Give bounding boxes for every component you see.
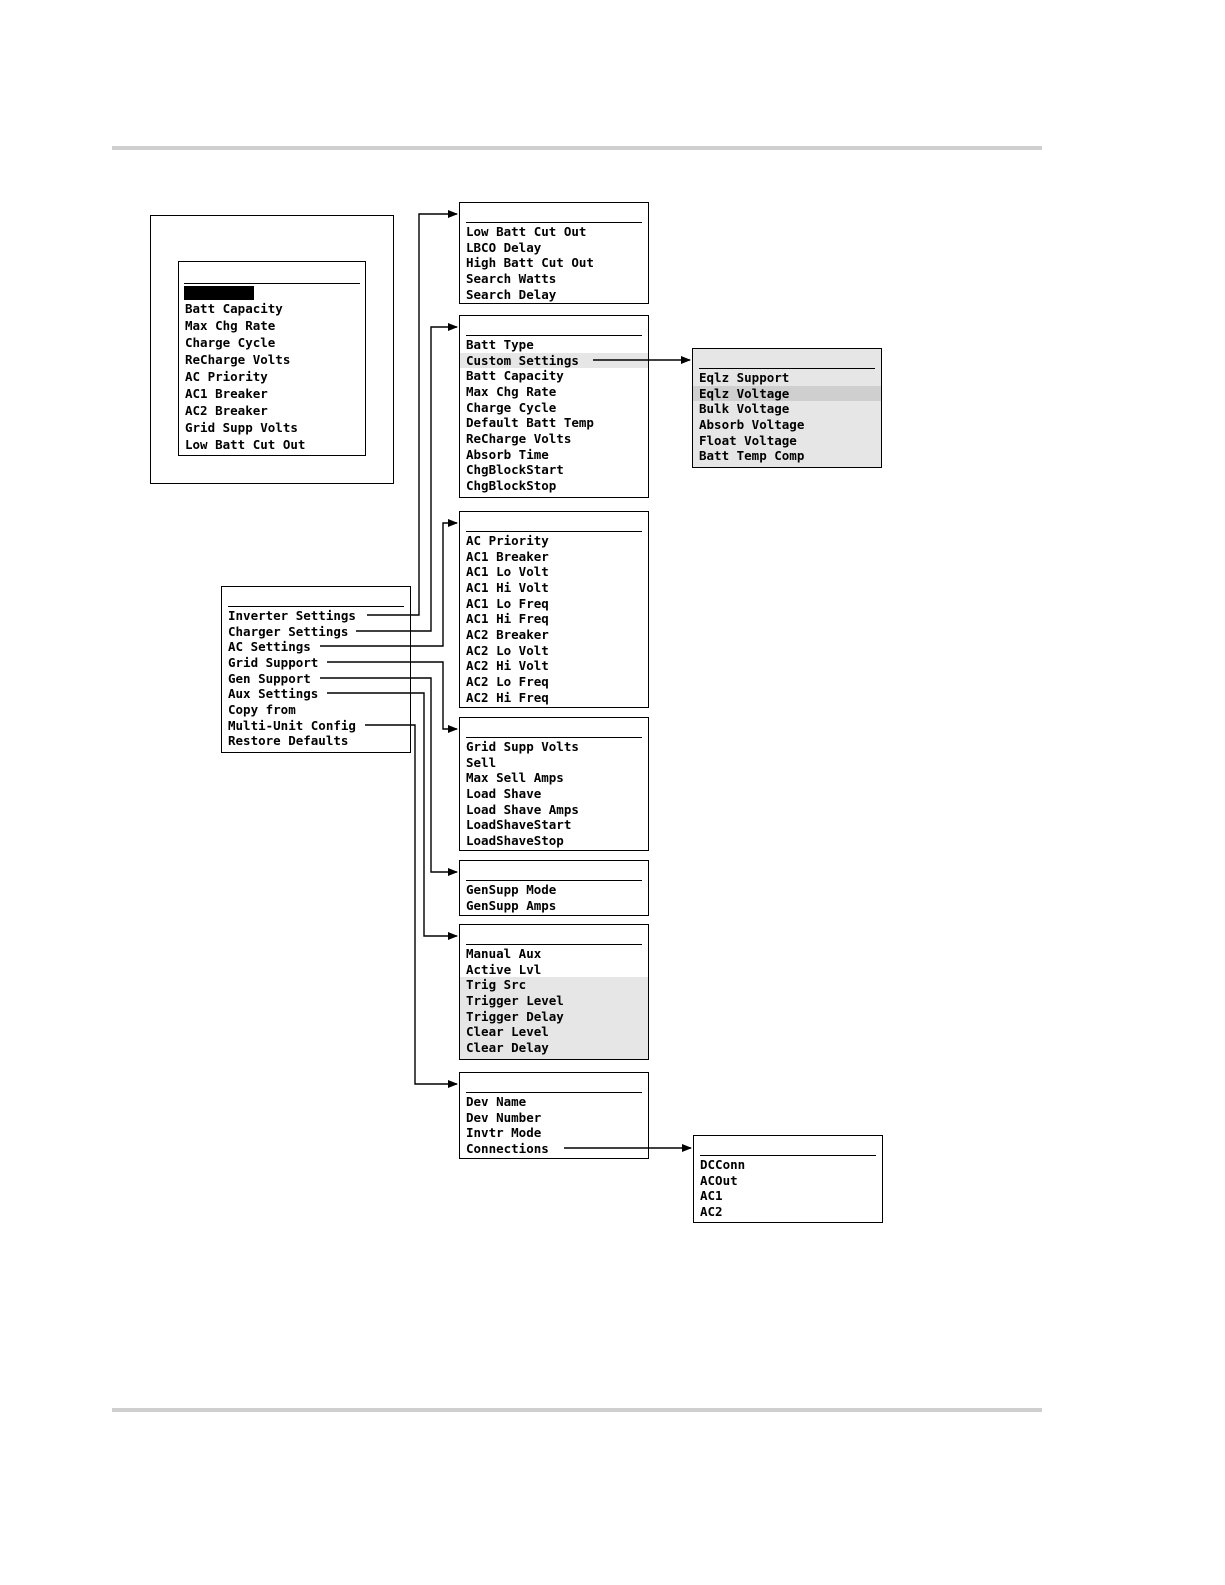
main-item-gen-support[interactable]: Gen Support (228, 671, 311, 686)
custom-item-absorb-voltage[interactable]: Absorb Voltage (699, 417, 805, 432)
charger-item-default-batt-temp[interactable]: Default Batt Temp (466, 415, 594, 430)
ac-item-ac1-lo-volt[interactable]: AC1 Lo Volt (466, 564, 549, 579)
connections-item-ac1[interactable]: AC1 (700, 1188, 723, 1203)
charger-item-chgblockstop[interactable]: ChgBlockStop (466, 478, 557, 493)
main-item-inverter-settings[interactable]: Inverter Settings (228, 608, 356, 623)
charger-item-charge-cycle[interactable]: Charge Cycle (466, 400, 557, 415)
multi-item-invtr-mode[interactable]: Invtr Mode (466, 1125, 542, 1140)
aux-item-trig-src[interactable]: Trig Src (466, 977, 527, 992)
gen-item-gensupp-mode[interactable]: GenSupp Mode (466, 882, 557, 897)
custom-item-bulk-voltage[interactable]: Bulk Voltage (699, 401, 790, 416)
arrow-ac-settings (320, 523, 457, 646)
preview-item-charge-cycle: Charge Cycle (185, 335, 276, 350)
multi-item-dev-name[interactable]: Dev Name (466, 1094, 527, 1109)
inverter-item-search-delay[interactable]: Search Delay (466, 287, 557, 302)
main-item-grid-support[interactable]: Grid Support (228, 655, 319, 670)
custom-item-eqlz-support[interactable]: Eqlz Support (699, 370, 790, 385)
charger-item-max-chg-rate[interactable]: Max Chg Rate (466, 384, 557, 399)
ac-item-ac2-hi-volt[interactable]: AC2 Hi Volt (466, 658, 549, 673)
grid-item-grid-supp-volts[interactable]: Grid Supp Volts (466, 739, 579, 754)
ac-item-ac-priority[interactable]: AC Priority (466, 533, 549, 548)
multi-item-connections[interactable]: Connections (466, 1141, 549, 1156)
grid-item-loadshavestart[interactable]: LoadShaveStart (466, 817, 572, 832)
preview-item-recharge-volts: ReCharge Volts (185, 352, 291, 367)
inverter-item-search-watts[interactable]: Search Watts (466, 271, 557, 286)
charger-item-absorb-time[interactable]: Absorb Time (466, 447, 549, 462)
inverter-item-lbco-delay[interactable]: LBCO Delay (466, 240, 542, 255)
main-item-ac-settings[interactable]: AC Settings (228, 639, 311, 654)
charger-item-batt-type[interactable]: Batt Type (466, 337, 534, 352)
charger-item-chgblockstart[interactable]: ChgBlockStart (466, 462, 564, 477)
preview-item-max-chg-rate: Max Chg Rate (185, 318, 276, 333)
custom-item-float-voltage[interactable]: Float Voltage (699, 433, 797, 448)
charger-item-custom-settings[interactable]: Custom Settings (466, 353, 579, 368)
grid-item-max-sell-amps[interactable]: Max Sell Amps (466, 770, 564, 785)
gen-item-gensupp-amps[interactable]: GenSupp Amps (466, 898, 557, 913)
arrow-aux-settings (327, 693, 457, 936)
custom-item-batt-temp-comp[interactable]: Batt Temp Comp (699, 448, 805, 463)
inverter-item-low-batt-cut-out[interactable]: Low Batt Cut Out (466, 224, 587, 239)
ac-item-ac1-lo-freq[interactable]: AC1 Lo Freq (466, 596, 549, 611)
aux-item-clear-delay[interactable]: Clear Delay (466, 1040, 549, 1055)
preview-item-ac2-breaker: AC2 Breaker (185, 403, 268, 418)
grid-item-load-shave[interactable]: Load Shave (466, 786, 542, 801)
aux-item-trigger-level[interactable]: Trigger Level (466, 993, 564, 1008)
arrow-grid-support (327, 662, 457, 729)
aux-item-manual-aux[interactable]: Manual Aux (466, 946, 542, 961)
preview-item-ac-priority: AC Priority (185, 369, 268, 384)
preview-item-batt-capacity: Batt Capacity (185, 301, 283, 316)
inverter-item-high-batt-cut-out[interactable]: High Batt Cut Out (466, 255, 594, 270)
main-item-charger-settings[interactable]: Charger Settings (228, 624, 349, 639)
connections-item-ac2[interactable]: AC2 (700, 1204, 723, 1219)
aux-item-clear-level[interactable]: Clear Level (466, 1024, 549, 1039)
connections-item-acout[interactable]: ACOut (700, 1173, 738, 1188)
main-item-restore-defaults[interactable]: Restore Defaults (228, 733, 349, 748)
arrow-gen-support (320, 678, 457, 872)
arrow-multi-unit-config (365, 725, 457, 1084)
ac-item-ac2-lo-freq[interactable]: AC2 Lo Freq (466, 674, 549, 689)
main-item-aux-settings[interactable]: Aux Settings (228, 686, 319, 701)
ac-item-ac2-breaker[interactable]: AC2 Breaker (466, 627, 549, 642)
charger-item-recharge-volts[interactable]: ReCharge Volts (466, 431, 572, 446)
ac-item-ac1-hi-freq[interactable]: AC1 Hi Freq (466, 611, 549, 626)
grid-item-sell[interactable]: Sell (466, 755, 497, 770)
ac-item-ac2-lo-volt[interactable]: AC2 Lo Volt (466, 643, 549, 658)
arrow-charger-settings (356, 327, 457, 631)
custom-item-eqlz-voltage[interactable]: Eqlz Voltage (699, 386, 790, 401)
preview-item-low-batt-cut-out: Low Batt Cut Out (185, 437, 306, 452)
main-item-multi-unit-config[interactable]: Multi-Unit Config (228, 718, 356, 733)
ac-item-ac1-hi-volt[interactable]: AC1 Hi Volt (466, 580, 549, 595)
multi-item-dev-number[interactable]: Dev Number (466, 1110, 542, 1125)
charger-item-batt-capacity[interactable]: Batt Capacity (466, 368, 564, 383)
ac-item-ac2-hi-freq[interactable]: AC2 Hi Freq (466, 690, 549, 705)
main-item-copy-from[interactable]: Copy from (228, 702, 296, 717)
aux-item-active-lvl[interactable]: Active Lvl (466, 962, 542, 977)
preview-item-grid-supp-volts: Grid Supp Volts (185, 420, 298, 435)
ac-item-ac1-breaker[interactable]: AC1 Breaker (466, 549, 549, 564)
preview-item-ac1-breaker: AC1 Breaker (185, 386, 268, 401)
connections-item-dcconn[interactable]: DCConn (700, 1157, 746, 1172)
grid-item-loadshavestop[interactable]: LoadShaveStop (466, 833, 564, 848)
aux-item-trigger-delay[interactable]: Trigger Delay (466, 1009, 564, 1024)
grid-item-load-shave-amps[interactable]: Load Shave Amps (466, 802, 579, 817)
